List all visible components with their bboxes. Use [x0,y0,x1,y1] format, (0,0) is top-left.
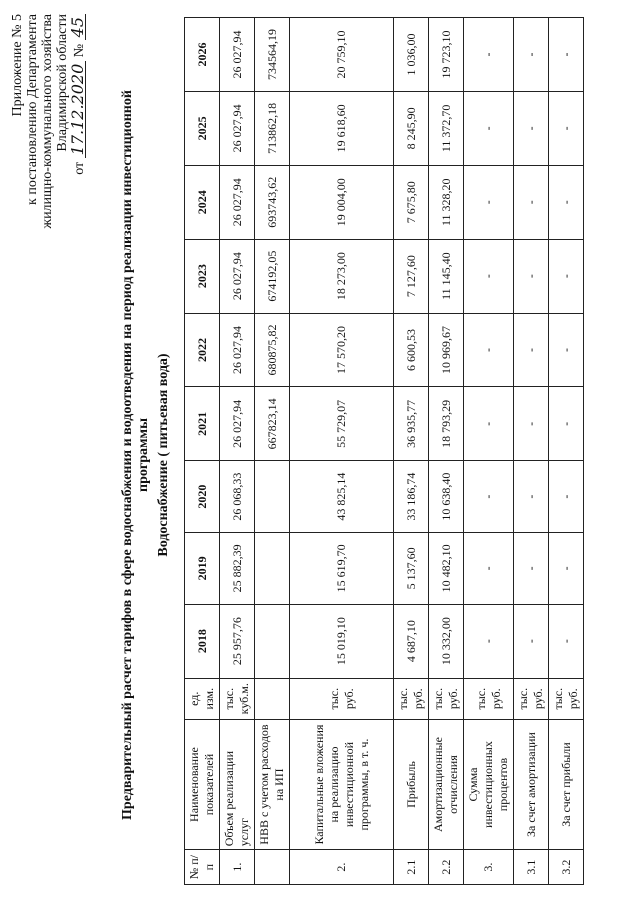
row-unit [255,678,290,719]
row-number: 1. [220,850,255,885]
value-cell: 10 969,67 [429,313,464,387]
value-cell: 11 145,40 [429,239,464,313]
value-cell: - [464,91,514,165]
value-cell: 19 723,10 [429,18,464,92]
value-cell: - [464,313,514,387]
table-row [220,18,255,885]
value-cell: 6 600,53 [394,313,429,387]
value-cell: - [464,18,514,92]
value-cell: - [464,239,514,313]
document-title: Предварительный расчет тарифов в сфере водоснабжения и водоотведения на период реализации инвестиционной программы [120,90,151,820]
appendix-line-1: Приложение № 5 [10,14,25,117]
value-cell: 10 332,00 [429,604,464,678]
value-cell: 26 068,33 [220,461,255,533]
value-cell: 734564,19 [255,18,290,92]
header-cell: № п/п [185,850,220,885]
value-cell: 26 027,94 [220,18,255,92]
row-unit: тыс. руб. [514,678,549,719]
row-name: Сумма инвестиционных процентов [464,719,514,849]
header-cell: ед. изм. [185,678,220,719]
tariff-table [184,17,584,885]
value-cell: 8 245,90 [394,91,429,165]
value-cell: - [549,91,584,165]
value-cell: 20 759,10 [290,18,394,92]
row-number: 2. [290,850,394,885]
value-cell: - [464,533,514,605]
header-cell: 2025 [185,91,220,165]
value-cell: 25 957,76 [220,604,255,678]
value-cell: 5 137,60 [394,533,429,605]
value-cell: 7 675,80 [394,165,429,239]
row-unit: тыс. руб. [464,678,514,719]
header-cell: 2024 [185,165,220,239]
table-row [464,18,514,885]
value-cell: - [464,165,514,239]
value-cell: 693743,62 [255,165,290,239]
value-cell: 713862,18 [255,91,290,165]
value-cell: 680875,82 [255,313,290,387]
value-cell: - [549,533,584,605]
appendix-date-line [70,14,87,229]
value-cell: 26 027,94 [220,91,255,165]
row-unit: тыс. руб. [290,678,394,719]
appendix-line-3: жилищно-коммунального хозяйства [40,14,55,229]
header-cell: 2020 [185,461,220,533]
appendix-line-2: к постановлению Департамента [25,14,40,205]
header-cell: 2019 [185,533,220,605]
header-cell: Наименование показателей [185,719,220,849]
value-cell [255,461,290,533]
handwritten-number: 45 [70,14,86,40]
value-cell: 55 729,07 [290,387,394,461]
value-cell: - [549,461,584,533]
value-cell: - [514,91,549,165]
row-number: 3.2 [549,850,584,885]
value-cell: 26 027,94 [220,165,255,239]
date-prefix: от [72,161,87,175]
row-name: НВВ с учетом расходов на ИП [255,719,290,849]
value-cell: 26 027,94 [220,313,255,387]
table-row [549,18,584,885]
table-row [514,18,549,885]
value-cell: - [464,387,514,461]
value-cell: - [549,18,584,92]
value-cell: 674192,05 [255,239,290,313]
row-name: Объем реализации услуг [220,719,255,849]
table-row [290,18,394,885]
header-cell: 2023 [185,239,220,313]
row-unit: тыс. руб. [429,678,464,719]
value-cell: 43 825,14 [290,461,394,533]
row-name: Амортизационные отчисления [429,719,464,849]
row-number: 2.1 [394,850,429,885]
value-cell: 11 328,20 [429,165,464,239]
handwritten-date: 17.12.2020 [70,61,86,159]
number-prefix: № [72,43,87,58]
value-cell: - [514,165,549,239]
value-cell: 15 019,10 [290,604,394,678]
row-name: Капитальные вложения на реализацию инвестиционной программы, в т. ч. [290,719,394,849]
table-row [429,18,464,885]
value-cell: - [549,239,584,313]
value-cell: - [549,604,584,678]
value-cell: - [514,239,549,313]
value-cell: 10 482,10 [429,533,464,605]
row-number: 3. [464,850,514,885]
value-cell [255,604,290,678]
document-subtitle: Водоснабжение ( питьевая вода) [156,353,171,557]
value-cell: 18 793,29 [429,387,464,461]
value-cell: 667823,14 [255,387,290,461]
value-cell: - [549,165,584,239]
row-name: За счет прибыли [549,719,584,849]
row-number [255,850,290,885]
value-cell: - [514,313,549,387]
value-cell: 10 638,40 [429,461,464,533]
table-header-row [185,18,220,885]
value-cell: - [514,461,549,533]
row-unit: тыс. руб. [549,678,584,719]
header-cell: 2022 [185,313,220,387]
value-cell: 7 127,60 [394,239,429,313]
value-cell: 4 687,10 [394,604,429,678]
value-cell: - [514,533,549,605]
table-row [255,18,290,885]
value-cell: - [514,604,549,678]
value-cell: - [514,387,549,461]
row-number: 2.2 [429,850,464,885]
value-cell: 25 882,39 [220,533,255,605]
row-name: За счет амортизации [514,719,549,849]
value-cell: 19 004,00 [290,165,394,239]
appendix-line-4: Владимирской области [55,14,70,152]
value-cell [255,533,290,605]
row-unit: тыс. руб. [394,678,429,719]
header-cell: 2018 [185,604,220,678]
value-cell: 1 036,00 [394,18,429,92]
value-cell: 18 273,00 [290,239,394,313]
value-cell: 33 186,74 [394,461,429,533]
value-cell: 17 570,20 [290,313,394,387]
value-cell: - [514,18,549,92]
value-cell: 36 935,77 [394,387,429,461]
value-cell: - [464,604,514,678]
value-cell: - [549,313,584,387]
value-cell: - [549,387,584,461]
row-name: Прибыль [394,719,429,849]
row-unit: тыс. куб.м. [220,678,255,719]
value-cell: 26 027,94 [220,239,255,313]
table-row [394,18,429,885]
appendix-header [10,14,87,229]
header-cell: 2026 [185,18,220,92]
value-cell: 19 618,60 [290,91,394,165]
row-number: 3.1 [514,850,549,885]
header-cell: 2021 [185,387,220,461]
value-cell: 11 372,70 [429,91,464,165]
value-cell: 15 619,70 [290,533,394,605]
value-cell: 26 027,94 [220,387,255,461]
value-cell: - [464,461,514,533]
